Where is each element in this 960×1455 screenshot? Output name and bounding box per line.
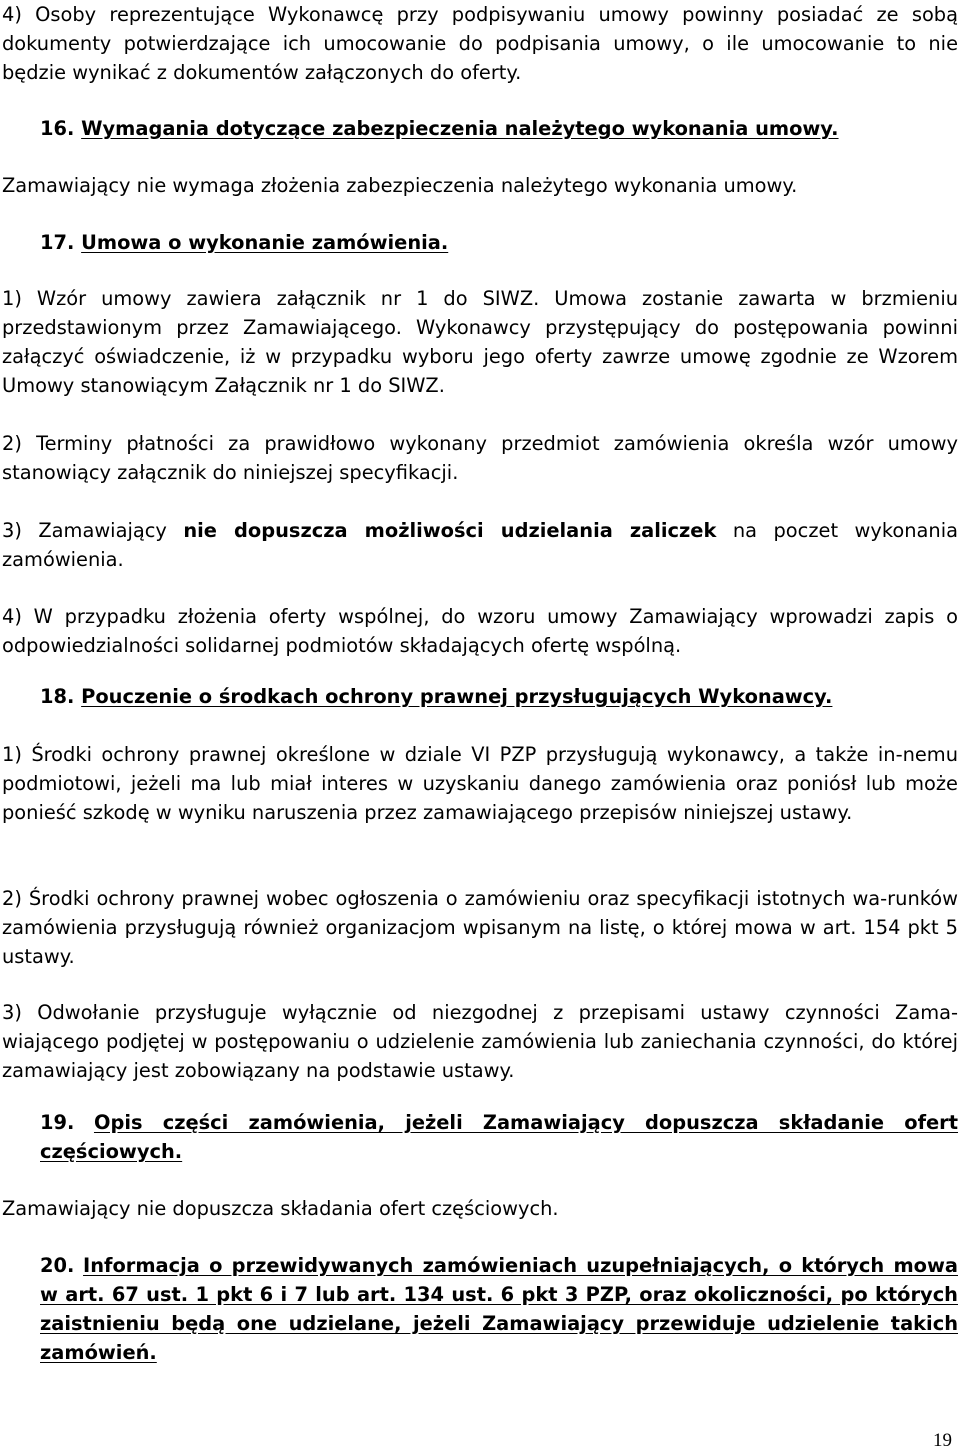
- heading-number: 20.: [40, 1254, 75, 1277]
- heading-section-17: [40, 228, 958, 257]
- heading-title: Informacja o przewidywanych zamówieniach uzupełniających, o których mowa w art. 67 ust. 1 pkt 6 i 7 lub art. 134 ust. 6 pkt 3 PZP, oraz okoliczności, po których zaistnieniu będą one udzielane, jeżeli Zamawiający przewiduje udzielenie takich zamówień.: [40, 1254, 958, 1364]
- heading-title: Umowa o wykonanie zamówienia.: [81, 231, 449, 254]
- heading-section-16: [40, 114, 958, 143]
- heading-number: 16.: [40, 117, 75, 140]
- paragraph-advance-payments: 3) Zamawiający nie dopuszcza możliwości udzielania zaliczek na poczet wykonania zamówienia.: [2, 519, 958, 571]
- heading-title: Opis części zamówienia, jeżeli Zamawiający dopuszcza składanie ofert częściowych.: [40, 1111, 959, 1163]
- heading-number: 18.: [40, 685, 75, 708]
- paragraph-remedies-notice: 2) Środki ochrony prawnej wobec ogłoszenia o zamówieniu oraz specyfikacji istotnych wa-runków zamówienia przysługują również organizacjom wpisanym na listę, o której mowa w art. 154 pkt 5 ustawy.: [2, 887, 958, 968]
- paragraph-joint-offer: 4) W przypadku złożenia oferty wspólnej, do wzoru umowy Zamawiający wprowadzi zapis o odpowiedzialności solidarnej podmiotów składających ofertę wspólną.: [2, 605, 958, 657]
- paragraph-contract-template: 1) Wzór umowy zawiera załącznik nr 1 do SIWZ. Umowa zostanie zawarta w brzmieniu przedstawionym przez Zamawiającego. Wykonawcy przystępujący do postępowania powinni załączyć oświadczenie, iż w przypadku wyboru jego oferty zawrze umowę zgodnie ze Wzorem Umowy stanowiącym Załącznik nr 1 do SIWZ.: [2, 287, 958, 397]
- heading-number: 17.: [40, 231, 75, 254]
- heading-section-18: [40, 682, 958, 711]
- paragraph-appeal: 3) Odwołanie przysługuje wyłącznie od niezgodnej z przepisami ustawy czynności Zama-wiającego podjętej w postępowaniu o udzielenie zamówienia lub zaniechania czynności, do której zamawiający jest zobowiązany na podstawie ustawy.: [2, 1001, 958, 1082]
- heading-title: Wymagania dotyczące zabezpieczenia należytego wykonania umowy.: [81, 117, 839, 140]
- paragraph-legal-remedies: 1) Środki ochrony prawnej określone w dziale VI PZP przysługują wykonawcy, a także in-nemu podmiotowi, jeżeli ma lub miał interes w uzyskaniu danego zamówienia oraz poniósł lub może ponieść szkodę w wyniku naruszenia przez zamawiającego przepisów niniejszej ustawy.: [2, 743, 958, 824]
- heading-title: Pouczenie o środkach ochrony prawnej przysługujących Wykonawcy.: [81, 685, 833, 708]
- page-number: 19: [933, 1430, 952, 1451]
- paragraph-partial-offers: Zamawiający nie dopuszcza składania ofert częściowych.: [2, 1197, 559, 1220]
- heading-section-20: [40, 1251, 958, 1367]
- heading-section-19: [40, 1108, 958, 1166]
- heading-number: 19.: [40, 1111, 75, 1134]
- document-page: [2, 0, 958, 1455]
- paragraph-payment-terms: 2) Terminy płatności za prawidłowo wykonany przedmiot zamówienia określa wzór umowy stanowiący załącznik do niniejszej specyfikacji.: [2, 432, 958, 484]
- paragraph-security-not-required: Zamawiający nie wymaga złożenia zabezpieczenia należytego wykonania umowy.: [2, 174, 798, 197]
- bold-phrase: nie dopuszcza możliwości udzielania zaliczek: [183, 519, 717, 542]
- paragraph-persons-documents: 4) Osoby reprezentujące Wykonawcę przy podpisywaniu umowy powinny posiadać ze sobą dokumenty potwierdzające ich umocowanie do podpisania umowy, o ile umocowanie to nie będzie wynikać z dokumentów załączonych do oferty.: [2, 3, 958, 84]
